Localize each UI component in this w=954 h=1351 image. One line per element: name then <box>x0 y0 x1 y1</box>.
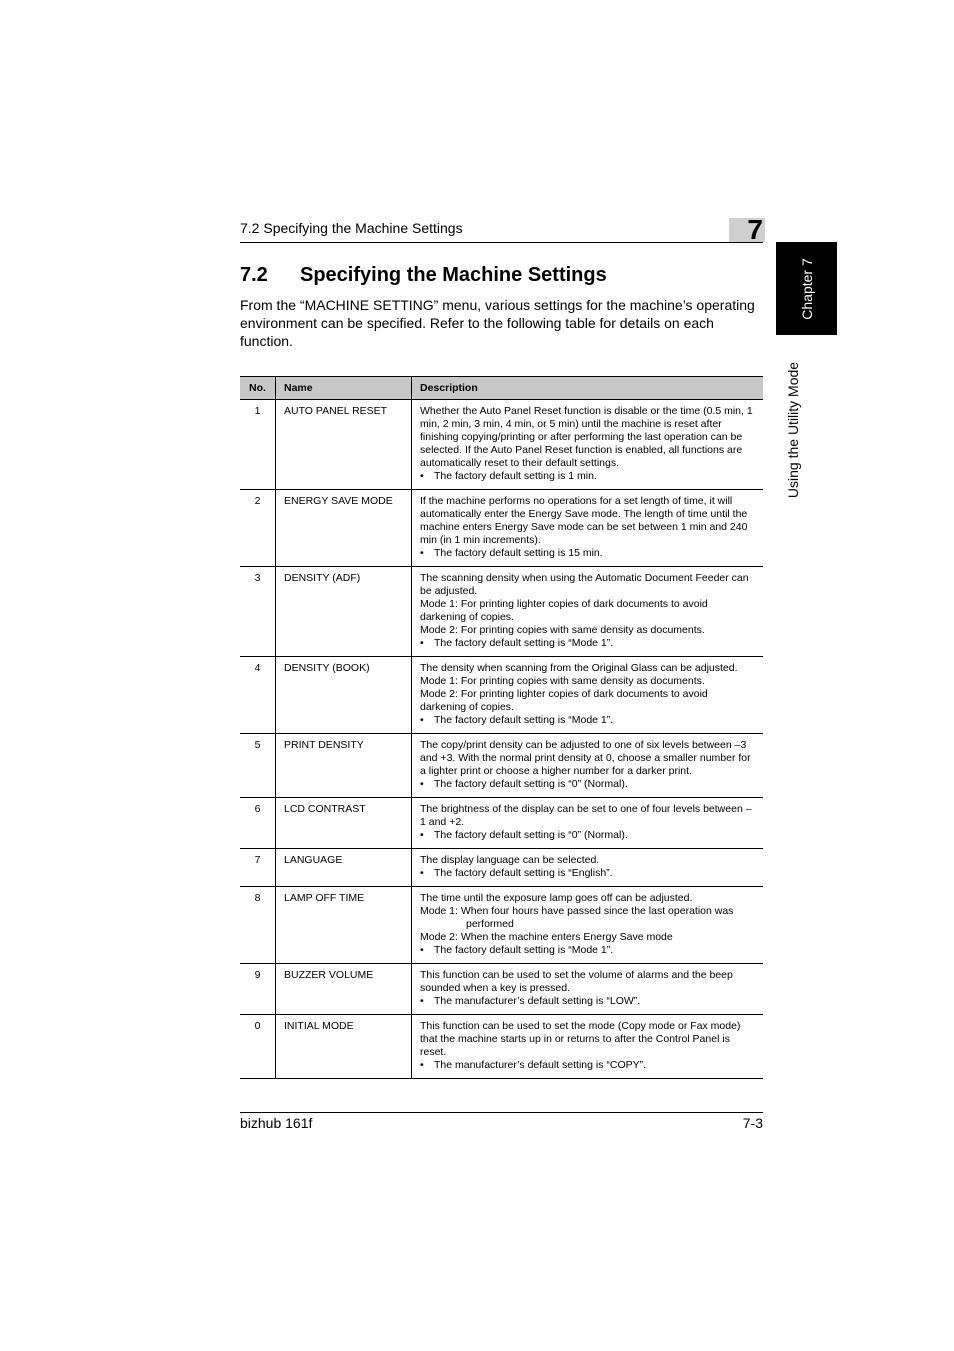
chapter-side-tab <box>776 242 837 335</box>
default-setting-bullet: • The factory default setting is “Mode 1”. <box>420 944 755 957</box>
row-name: LCD CONTRAST <box>276 798 412 849</box>
default-setting-bullet: • The manufacturer’s default setting is “COPY”. <box>420 1059 755 1072</box>
chapter-side-tab-label: Chapter 7 <box>798 257 815 320</box>
row-name: ENERGY SAVE MODE <box>276 490 412 567</box>
row-description <box>412 849 764 887</box>
row-no: 1 <box>240 400 276 490</box>
row-name: DENSITY (BOOK) <box>276 657 412 734</box>
table-row <box>240 734 763 798</box>
table-row <box>240 849 763 887</box>
description-line: The brightness of the display can be set to one of four levels between –1 and +2. <box>420 803 752 828</box>
table-row <box>240 798 763 849</box>
row-no: 4 <box>240 657 276 734</box>
header-name: Name <box>276 377 412 400</box>
row-no: 5 <box>240 734 276 798</box>
default-setting-bullet: • The factory default setting is “Mode 1”. <box>420 637 755 650</box>
header-description: Description <box>412 377 764 400</box>
machine-settings-table <box>240 376 763 1079</box>
row-description <box>412 734 764 798</box>
description-line: Mode 1: For printing lighter copies of dark documents to avoid darkening of copies. <box>420 598 708 623</box>
row-no: 9 <box>240 964 276 1015</box>
default-setting-bullet: • The factory default setting is 1 min. <box>420 470 755 483</box>
default-setting-bullet: • The factory default setting is “0” (Normal). <box>420 778 755 791</box>
table-row <box>240 567 763 657</box>
section-side-tab <box>776 335 810 525</box>
description-line: Mode 1: For printing copies with same density as documents. <box>420 675 705 687</box>
row-description <box>412 964 764 1015</box>
description-line: Mode 2: For printing lighter copies of dark documents to avoid darkening of copies. <box>420 688 708 713</box>
section-number: 7.2 <box>240 264 268 286</box>
row-description <box>412 657 764 734</box>
default-setting-bullet: • The factory default setting is 15 min. <box>420 547 755 560</box>
row-name: PRINT DENSITY <box>276 734 412 798</box>
description-line: The copy/print density can be adjusted to one of six levels between –3 and +3. With the normal print density at 0, choose a smaller number for a lighter print or choose a higher number for a darker print. <box>420 739 751 777</box>
row-no: 2 <box>240 490 276 567</box>
description-line: Mode 2: For printing copies with same density as documents. <box>420 624 705 636</box>
header-no: No. <box>240 377 276 400</box>
row-name: AUTO PANEL RESET <box>276 400 412 490</box>
row-no: 8 <box>240 887 276 964</box>
running-header: 7.2 Specifying the Machine Settings <box>240 220 463 236</box>
section-title-text: Specifying the Machine Settings <box>300 264 607 286</box>
description-line: Whether the Auto Panel Reset function is disable or the time (0.5 min, 1 min, 2 min, 3 min, 4 min, or 5 min) until the machine is reset after finishing copying/printing or after performing the last operation can be selected. If the Auto Panel Reset function is enabled, all functions are automatically reset to their default settings. <box>420 405 753 469</box>
chapter-number: 7 <box>747 214 763 245</box>
default-setting-bullet: • The factory default setting is “English”. <box>420 867 755 880</box>
row-description <box>412 567 764 657</box>
row-name: BUZZER VOLUME <box>276 964 412 1015</box>
description-line: This function can be used to set the volume of alarms and the beep sounded when a key is pressed. <box>420 969 733 994</box>
section-side-tab-label: Using the Utility Mode <box>785 361 801 499</box>
default-setting-bullet: • The factory default setting is “Mode 1”. <box>420 714 755 727</box>
table-header-row <box>240 377 763 400</box>
footer-product-name: bizhub 161f <box>240 1115 313 1131</box>
table-row <box>240 657 763 734</box>
row-no: 0 <box>240 1015 276 1079</box>
row-description <box>412 400 764 490</box>
row-name: LANGUAGE <box>276 849 412 887</box>
row-description <box>412 1015 764 1079</box>
row-name: LAMP OFF TIME <box>276 887 412 964</box>
description-line: The display language can be selected. <box>420 854 600 866</box>
row-name: INITIAL MODE <box>276 1015 412 1079</box>
row-description <box>412 490 764 567</box>
default-setting-bullet: • The manufacturer’s default setting is “LOW”. <box>420 995 755 1008</box>
row-no: 3 <box>240 567 276 657</box>
table-row <box>240 400 763 490</box>
description-line: The scanning density when using the Automatic Document Feeder can be adjusted. <box>420 572 749 597</box>
table-row <box>240 887 763 964</box>
row-name: DENSITY (ADF) <box>276 567 412 657</box>
row-no: 7 <box>240 849 276 887</box>
footer-page-number: 7-3 <box>742 1115 763 1131</box>
row-description <box>412 798 764 849</box>
description-line: The density when scanning from the Original Glass can be adjusted. <box>420 662 738 674</box>
table-row <box>240 1015 763 1079</box>
description-line: The time until the exposure lamp goes off can be adjusted. <box>420 892 693 904</box>
mode-line: Mode 2: When the machine enters Energy Save mode <box>420 931 673 943</box>
footer-rule <box>240 1112 763 1113</box>
intro-paragraph: From the “MACHINE SETTING” menu, various settings for the machine’s operating environment can be specified. Refer to the following table for details on each function. <box>240 297 755 349</box>
mode-line: Mode 1: When four hours have passed since the last operation was performed <box>420 905 734 930</box>
row-description <box>412 887 764 964</box>
table-row <box>240 964 763 1015</box>
table-row <box>240 490 763 567</box>
description-line: This function can be used to set the mode (Copy mode or Fax mode) that the machine starts up in or returns to after the Control Panel is reset. <box>420 1020 741 1058</box>
section-title <box>240 264 607 287</box>
row-no: 6 <box>240 798 276 849</box>
default-setting-bullet: • The factory default setting is “0” (Normal). <box>420 829 755 842</box>
chapter-number-box <box>729 214 765 245</box>
header-rule <box>240 242 763 243</box>
description-line: If the machine performs no operations for a set length of time, it will automatically enter the Energy Save mode. The length of time until the machine enters Energy Save mode can be set between 1 min and 240 min (in 1 min increments). <box>420 495 748 546</box>
